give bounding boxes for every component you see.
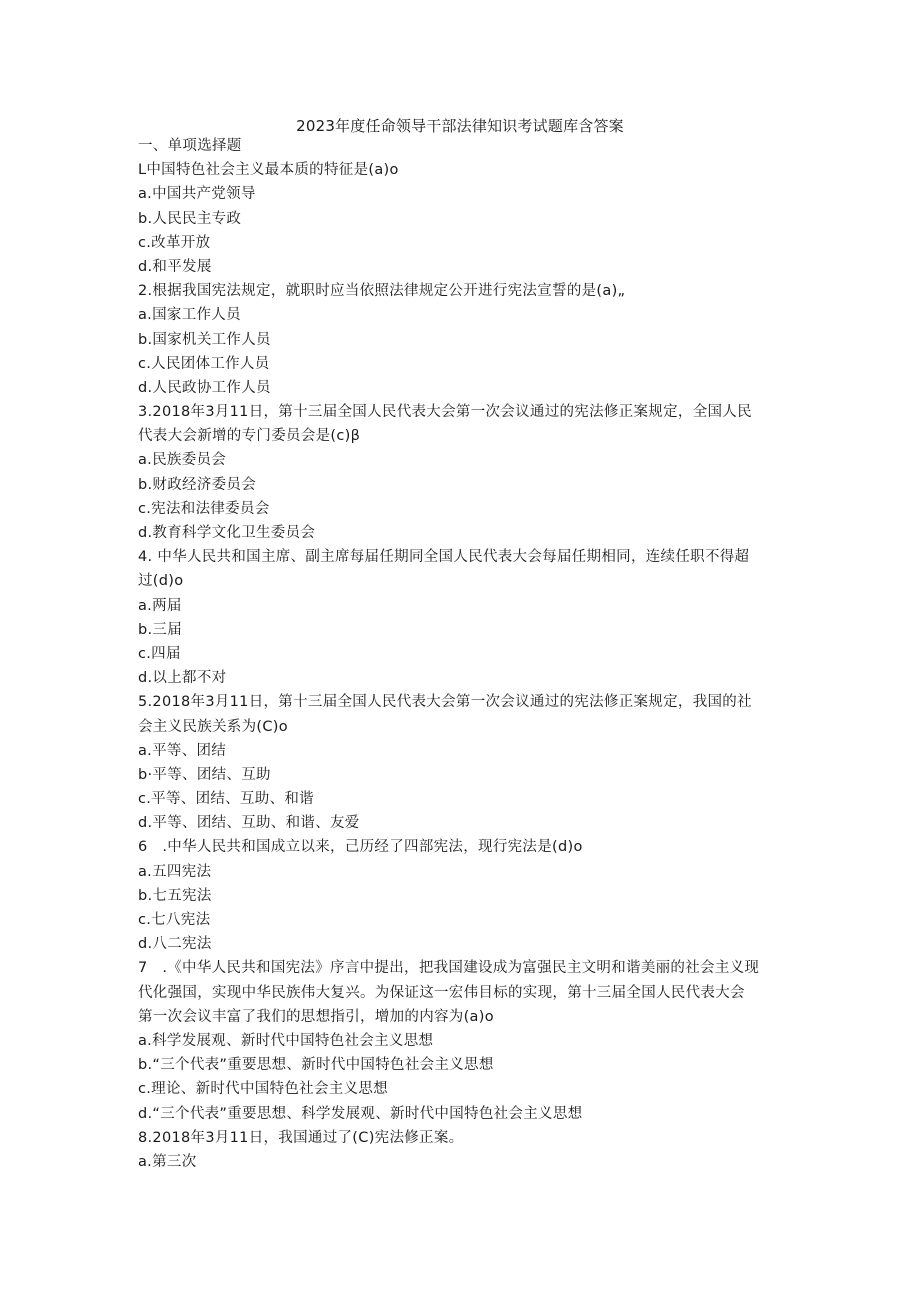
text-line: c.人民团体工作人员 (138, 355, 270, 372)
text-line: a.第三次 (138, 1153, 197, 1170)
text-line: c.改革开放 (138, 234, 211, 251)
text-line: c.平等、团结、互助、和谐 (138, 791, 314, 808)
text-line: a.五四宪法 (138, 863, 212, 880)
text-line: b.人民民主专政 (138, 210, 242, 227)
text-line: 5.2018年3月11日，第十三届全国人民代表大会第一次会议通过的宪法修正案规定，我国的社 (138, 694, 752, 711)
text-line: 代化强国，实现中华民族伟大复兴。为保证这一宏伟目标的实现，第十三届全国人民代表大会 (138, 984, 745, 1001)
text-line: a.平等、团结 (138, 742, 227, 759)
text-line: a.科学发展观、新时代中国特色社会主义思想 (138, 1032, 434, 1049)
text-line: 4. 中华人民共和国主席、副主席每届任期同全国人民代表大会每届任期相同，连续任职不得超 (138, 549, 750, 566)
text-line: c.宪法和法律委员会 (138, 500, 270, 517)
text-line: 第一次会议丰富了我们的思想指引，增加的内容为(a)o (138, 1008, 494, 1025)
text-line: c.七八宪法 (138, 912, 211, 928)
text-line: L中国特色社会主义最本质的特征是(a)o (138, 162, 399, 179)
text-line: 过(d)o (138, 573, 184, 590)
text-line: 一、单项选择题 (138, 138, 242, 154)
text-line: d.人民政协工作人员 (138, 379, 271, 396)
text-line: 3.2018年3月11日，第十三届全国人民代表大会第一次会议通过的宪法修正案规定，全国人民 (138, 404, 752, 421)
text-line: c.四届 (138, 645, 181, 662)
document-body (138, 134, 788, 1174)
text-line: d.以上都不对 (138, 670, 227, 687)
text-line: a.国家工作人员 (138, 307, 241, 324)
text-line: d.教育科学文化卫生委员会 (138, 525, 316, 541)
document-title: 2023年度任命领导干部法律知识考试题库含答案 (296, 117, 624, 135)
text-line: 会主义民族关系为(C)o (138, 718, 288, 735)
text-line: b.财政经济委员会 (138, 476, 257, 493)
text-line: 2.根据我国宪法规定，就职时应当依照法律规定公开进行宪法宣誓的是(a)„ (138, 283, 626, 300)
text-line: 代表大会新增的专门委员会是(c)β (138, 428, 361, 445)
text-line: c.理论、新时代中国特色社会主义思想 (138, 1081, 388, 1098)
text-line: a.中国共产党领导 (138, 186, 256, 203)
text-line: b.七五宪法 (138, 887, 212, 904)
text-line: d.和平发展 (138, 258, 212, 275)
text-line: d.平等、团结、互助、和谐、友爱 (138, 815, 360, 832)
text-line: 7 .《中华人民共和国宪法》序言中提出，把我国建设成为富强民主文明和谐美丽的社会主义现 (138, 960, 760, 977)
text-line: 8.2018年3月11日，我国通过了(C)宪法修正案。 (138, 1129, 464, 1146)
text-line: a.民族委员会 (138, 452, 227, 469)
text-line: b·平等、团结、互助 (138, 766, 271, 783)
text-line: a.两届 (138, 597, 182, 614)
text-line: b.三届 (138, 621, 183, 638)
text-line: 6 .中华人民共和国成立以来，己历经了四部宪法，现行宪法是(d)o (138, 839, 583, 856)
text-line: b.“三个代表”重要思想、新时代中国特色社会主义思想 (138, 1057, 494, 1074)
text-line: d.八二宪法 (138, 936, 212, 953)
text-line: b.国家机关工作人员 (138, 331, 271, 348)
text-line: d.“三个代表”重要思想、科学发展观、新时代中国特色社会主义思想 (138, 1105, 583, 1122)
